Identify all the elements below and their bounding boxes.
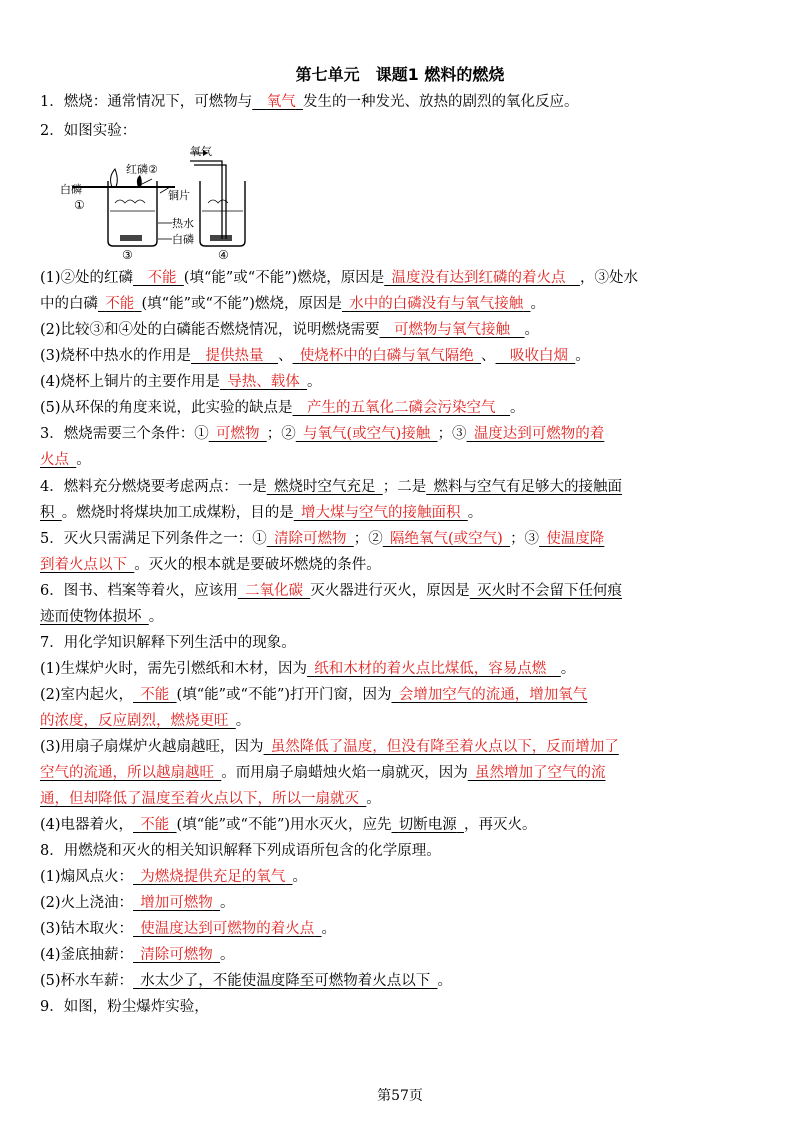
question-1: 1．燃烧：通常情况下，可燃物与 氧气 发生的一种发光、放热的剧烈的氧化反应。 [40,94,579,110]
question-8-1: (1)煽风点火： 为燃烧提供充足的氧气 。 [40,869,308,885]
page-number: 第57页 [377,1088,423,1104]
page-title: 第七单元 课题1 燃料的燃烧 [295,65,505,84]
question-8-3: (3)钻木取火： 使温度达到可燃物的着火点 。 [40,921,337,937]
question-5: 5．灭火只需满足下列条件之一：① 清除可燃物 ；② 隔绝氧气(或空气) ；③ 使温度降 [40,531,605,547]
question-8: 8．用燃烧和灭火的相关知识解释下列成语所包含的化学原理。 [40,843,441,859]
question-7: 7．用化学知识解释下列生活中的现象。 [40,635,296,651]
answer: 氧气 [266,94,296,110]
label-copper: 铜片 [168,189,190,202]
question-8-4: (4)釜底抽薪： 清除可燃物 。 [40,947,235,963]
question-7-2: (2)室内起火， 不能 (填“能”或“不能”)打开门窗，因为 会增加空气的流通，增加氧气 [40,687,588,703]
question-4: 4．燃料充分燃烧要考虑两点：一是 燃烧时空气充足 ；二是 燃料与空气有足够大的接触面 [40,479,622,495]
question-6: 6．图书、档案等着火，应该用 二氧化碳 灭火器进行灭火，原因是 灭火时不会留下任何痕 [40,583,622,599]
question-4-cont: 积 。燃烧时将煤块加工成煤粉，目的是 增大煤与空气的接触面积 。 [40,505,483,521]
question-2-2: (2)比较③和④处的白磷能否燃烧情况，说明燃烧需要 可燃物与氧气接触 。 [40,322,540,338]
question-2-4: (4)烧杯上铜片的主要作用是 导热、载体 。 [40,374,322,390]
label-oxygen: 氧气 [190,145,212,158]
question-2-1: (1)②处的红磷 不能 (填“能”或“不能”)燃烧，原因是 温度没有达到红磷的着火点 ，③处水 [40,270,639,286]
question-7-3: (3)用扇子扇煤炉火越扇越旺，因为 虽然降低了温度，但没有降至着火点以下，反而增加了 [40,739,619,755]
question-9: 9．如图，粉尘爆炸实验， [40,999,209,1015]
label-red-phosphorus: 红磷② [126,163,158,176]
label-white-phosphorus-2: 白磷 [172,233,194,246]
question-2-5: (5)从环保的角度来说，此实验的缺点是 产生的五氧化二磷会污染空气 。 [40,400,525,416]
question-7-3-cont2: 通，但却降低了温度至着火点以下，所以一扇就灭 。 [40,791,381,807]
question-5-cont: 到着火点以下 。灭火的根本就是要破坏燃烧的条件。 [40,557,381,573]
question-7-3-cont: 空气的流通，所以越扇越旺 。而用扇子扇蜡烛火焰一扇就灭，因为 虽然增加了空气的流 [40,765,606,781]
question-8-2: (2)火上浇油： 增加可燃物 。 [40,895,235,911]
experiment-figure [60,143,260,263]
question-2: 2．如图实验： [40,123,137,139]
question-2-1-cont: 中的白磷 不能 (填“能”或“不能”)燃烧，原因是 水中的白磷没有与氧气接触 。 [40,296,545,312]
question-8-5: (5)杯水车薪： 水太少了，不能使温度降至可燃物着火点以下 。 [40,973,453,989]
question-6-cont: 迹而使物体损坏 。 [40,609,164,625]
label-white-phosphorus: 白磷 [60,183,82,196]
question-7-4: (4)电器着火， 不能 (填“能”或“不能”)用水灭火，应先 切断电源 ，再灭火。 [40,817,537,833]
question-3-cont: 火点 。 [40,452,91,468]
label-c1: ① [74,198,85,212]
question-7-2-cont: 的浓度，反应剧烈，燃烧更旺 。 [40,713,251,729]
question-3: 3．燃烧需要三个条件：① 可燃物 ；② 与氧气(或空气)接触 ；③ 温度达到可燃物的着 [40,426,605,442]
question-2-3: (3)烧杯中热水的作用是 提供热量 、 使烧杯中的白磷与氧气隔绝 、 吸收白烟 。 [40,348,590,364]
label-c4: ④ [218,248,229,262]
question-7-1: (1)生煤炉火时，需先引燃纸和木材，因为 纸和木材的着火点比煤低，容易点燃 。 [40,661,576,677]
label-c3: ③ [122,248,133,262]
label-hot-water: 热水 [172,217,194,230]
